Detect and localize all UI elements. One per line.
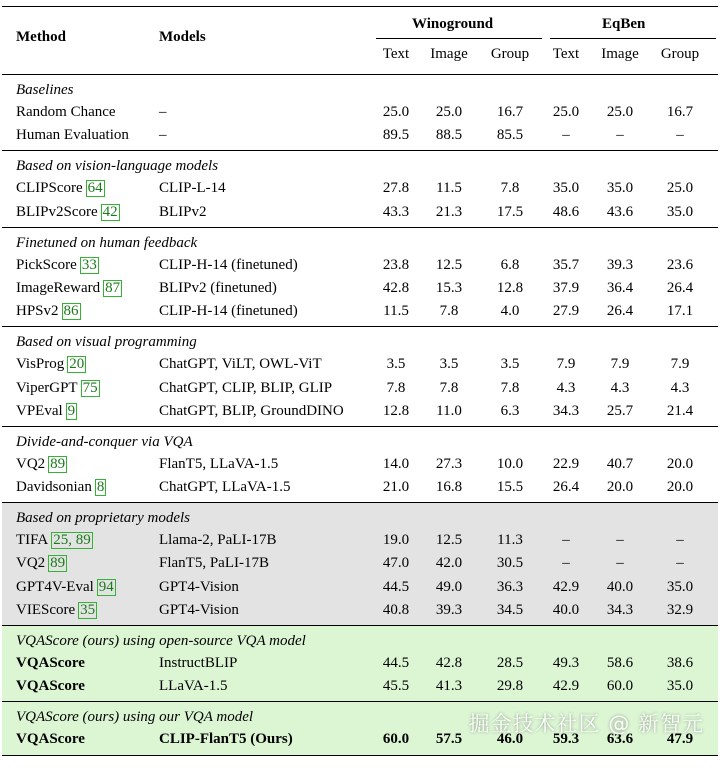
score-cell: 45.5 <box>382 678 410 695</box>
model-cell: FlanT5, PaLI-17B <box>159 555 269 572</box>
model-cell: FlanT5, LLaVA-1.5 <box>159 455 279 472</box>
method-cell <box>16 378 100 398</box>
group-title: Divide-and-conquer via VQA <box>16 433 193 450</box>
score-cell: 25.0 <box>435 104 463 120</box>
citation-link[interactable]: 87 <box>105 279 121 296</box>
table-row <box>2 676 718 699</box>
sub-text-eqben: Text <box>552 46 580 62</box>
model-cell: ChatGPT, CLIP, BLIP, GLIP <box>159 379 333 396</box>
score-cell: – <box>616 127 624 144</box>
score-cell: 25.7 <box>606 402 634 419</box>
citation-link[interactable]: 94 <box>98 578 114 595</box>
method-name: Human Evaluation <box>16 127 129 144</box>
score-cell: 20.0 <box>666 455 694 472</box>
score-cell: 6.8 <box>500 256 520 273</box>
method-name: VIEScore <box>16 601 76 618</box>
score-cell: 60.0 <box>382 731 410 748</box>
score-cell: 26.4 <box>552 479 580 496</box>
method-cell <box>16 354 86 374</box>
score-cell: 20.0 <box>666 479 694 496</box>
method-cell <box>16 676 85 696</box>
table-row <box>2 653 718 676</box>
score-cell: 58.6 <box>606 655 634 671</box>
table-row <box>2 278 718 301</box>
score-cell: 29.8 <box>496 678 524 695</box>
score-cell: 12.5 <box>435 532 463 549</box>
score-cell: 46.0 <box>496 731 524 748</box>
score-cell: 40.7 <box>606 455 634 472</box>
score-cell: 57.5 <box>435 731 463 748</box>
method-name: GPT4V-Eval <box>16 578 94 595</box>
method-name: PickScore <box>16 256 77 273</box>
method-cell <box>16 530 93 550</box>
method-cell <box>16 125 129 145</box>
model-cell: ChatGPT, LLaVA-1.5 <box>159 479 291 496</box>
score-cell: 3.5 <box>439 356 459 373</box>
table-group <box>2 503 718 626</box>
score-cell: 40.8 <box>382 601 410 618</box>
method-cell <box>16 301 81 321</box>
model-cell: GPT4-Vision <box>159 578 239 595</box>
score-cell: 43.6 <box>606 203 634 220</box>
table-row <box>2 600 718 623</box>
model-cell: CLIP-H-14 (finetuned) <box>159 256 298 273</box>
method-name: Davidsonian <box>16 479 92 496</box>
score-cell: 42.0 <box>435 555 463 572</box>
score-cell: 63.6 <box>606 731 634 748</box>
score-cell: – <box>676 127 684 144</box>
score-cell: 7.9 <box>670 356 690 373</box>
score-cell: 60.0 <box>606 678 634 695</box>
table-row <box>2 354 718 377</box>
score-cell: 11.0 <box>436 402 462 419</box>
score-cell: 4.0 <box>500 303 520 320</box>
score-cell: 36.3 <box>496 578 524 595</box>
method-name: VQAScore <box>16 678 85 695</box>
group-title: VQAScore (ours) using open-source VQA model <box>16 633 306 649</box>
score-cell: – <box>562 555 570 572</box>
score-cell: 7.8 <box>500 180 520 197</box>
score-cell: 7.9 <box>610 356 630 373</box>
score-cell: 40.0 <box>552 601 580 618</box>
method-cell <box>16 278 122 298</box>
table-group <box>2 327 718 427</box>
method-cell <box>16 729 85 749</box>
citation-link[interactable]: 8 <box>96 479 105 496</box>
citation-link[interactable]: 35 <box>80 601 96 618</box>
score-cell: – <box>616 555 624 572</box>
score-cell: – <box>562 127 570 144</box>
score-cell: 16.8 <box>435 479 463 496</box>
table-row <box>2 577 718 600</box>
method-name: VPEval <box>16 402 63 419</box>
method-name: HPSv2 <box>16 303 59 320</box>
score-cell: 42.9 <box>552 578 580 595</box>
model-cell: CLIP-H-14 (finetuned) <box>159 303 298 320</box>
eqben-rule <box>550 38 716 39</box>
method-name: CLIPScore <box>16 180 83 197</box>
score-cell: 48.6 <box>552 203 580 220</box>
score-cell: 10.0 <box>496 455 524 472</box>
score-cell: 39.3 <box>606 256 634 273</box>
table-group <box>2 626 718 702</box>
citation-link[interactable]: 86 <box>63 303 79 320</box>
sub-image-eqben: Image <box>601 46 639 62</box>
score-cell: 49.3 <box>552 655 580 671</box>
citation-link[interactable]: 42 <box>102 203 118 220</box>
table-row <box>2 530 718 553</box>
citation-link[interactable]: 25, 89 <box>53 532 91 549</box>
sub-image-wino: Image <box>430 46 468 62</box>
group-title: Finetuned on human feedback <box>16 234 198 251</box>
col-winoground: Winoground <box>412 16 494 32</box>
method-cell <box>16 401 77 421</box>
model-cell: – <box>159 127 167 144</box>
table-row <box>2 125 718 148</box>
table-row <box>2 378 718 401</box>
score-cell: 16.7 <box>666 104 694 120</box>
col-method: Method <box>16 29 66 45</box>
score-cell: 49.0 <box>435 578 463 595</box>
score-cell: 35.7 <box>552 256 580 273</box>
group-title: Baselines <box>16 82 74 98</box>
score-cell: 43.3 <box>382 203 410 220</box>
method-cell <box>16 255 99 275</box>
score-cell: 44.5 <box>382 578 410 595</box>
score-cell: 4.3 <box>556 379 576 396</box>
score-cell: 32.9 <box>666 601 694 618</box>
score-cell: – <box>562 532 570 549</box>
score-cell: 34.3 <box>552 402 580 419</box>
model-cell: BLIPv2 <box>159 203 207 220</box>
table-row <box>2 255 718 278</box>
model-cell: CLIP-FlanT5 (Ours) <box>159 731 293 748</box>
watermark: 掘金技术社区 @ 新智元 <box>468 711 704 736</box>
score-cell: 27.8 <box>382 180 410 197</box>
model-cell: LLaVA-1.5 <box>159 678 228 695</box>
score-cell: 41.3 <box>435 678 463 695</box>
score-cell: – <box>676 555 684 572</box>
score-cell: 23.6 <box>666 256 694 273</box>
score-cell: 25.0 <box>666 180 694 197</box>
score-cell: 3.5 <box>500 356 520 373</box>
score-cell: 27.3 <box>435 455 463 472</box>
method-cell <box>16 102 116 122</box>
model-cell: GPT4-Vision <box>159 601 239 618</box>
table-row <box>2 477 718 500</box>
table-row <box>2 401 718 424</box>
score-cell: 28.5 <box>496 655 524 671</box>
score-cell: 11.5 <box>383 303 409 320</box>
col-models: Models <box>159 29 206 45</box>
model-cell: ChatGPT, ViLT, OWL-ViT <box>159 356 322 373</box>
score-cell: 7.8 <box>439 379 459 396</box>
score-cell: 34.5 <box>496 601 524 618</box>
score-cell: 15.3 <box>435 279 463 296</box>
score-cell: 12.8 <box>382 402 410 419</box>
method-cell <box>16 577 116 597</box>
score-cell: 44.5 <box>382 655 410 671</box>
score-cell: 7.8 <box>500 379 520 396</box>
score-cell: 17.5 <box>496 203 524 220</box>
method-cell <box>16 477 106 497</box>
score-cell: 88.5 <box>435 127 463 144</box>
table-group <box>2 75 718 151</box>
score-cell: 37.9 <box>552 279 580 296</box>
score-cell: 4.3 <box>670 379 690 396</box>
score-cell: 42.8 <box>382 279 410 296</box>
model-cell: Llama-2, PaLI-17B <box>159 532 277 549</box>
table-group <box>2 151 718 227</box>
score-cell: 11.3 <box>497 532 523 549</box>
score-cell: 7.8 <box>386 379 406 396</box>
score-cell: – <box>616 532 624 549</box>
score-cell: 47.0 <box>382 555 410 572</box>
score-cell: 89.5 <box>382 127 410 144</box>
score-cell: – <box>676 532 684 549</box>
method-name: TIFA <box>16 532 49 549</box>
score-cell: 21.0 <box>382 479 410 496</box>
citation-link[interactable]: 89 <box>50 455 66 472</box>
group-title: Based on proprietary models <box>16 510 191 527</box>
table-row <box>2 553 718 576</box>
method-name: ImageReward <box>16 279 101 296</box>
model-cell: InstructBLIP <box>159 655 238 671</box>
model-cell: CLIP-L-14 <box>159 180 226 197</box>
score-cell: 47.9 <box>666 731 694 748</box>
table-row <box>2 102 718 125</box>
method-name: VQ2 <box>16 555 46 572</box>
method-cell <box>16 553 67 573</box>
score-cell: 19.0 <box>382 532 410 549</box>
citation-link[interactable]: 75 <box>82 379 98 396</box>
score-cell: 20.0 <box>606 479 634 496</box>
method-cell <box>16 202 120 222</box>
score-cell: 35.0 <box>552 180 580 197</box>
method-name: BLIPv2Score <box>16 203 98 220</box>
score-cell: 36.4 <box>606 279 634 296</box>
citation-link[interactable]: 64 <box>87 180 103 197</box>
table-row <box>2 178 718 201</box>
table-row <box>2 301 718 324</box>
score-cell: 23.8 <box>382 256 410 273</box>
score-cell: 40.0 <box>606 578 634 595</box>
table-group <box>2 228 718 328</box>
sub-group-eqben: Group <box>660 46 700 62</box>
model-cell: – <box>159 104 167 120</box>
score-cell: 42.8 <box>435 655 463 671</box>
sub-text-wino: Text <box>382 46 410 62</box>
score-cell: 12.5 <box>435 256 463 273</box>
citation-link[interactable]: 89 <box>50 555 66 572</box>
citation-link[interactable]: 33 <box>81 256 97 273</box>
score-cell: 11.5 <box>436 180 462 197</box>
score-cell: 22.9 <box>552 455 580 472</box>
method-name: VQAScore <box>16 655 85 671</box>
score-cell: 25.0 <box>382 104 410 120</box>
score-cell: 39.3 <box>435 601 463 618</box>
score-cell: 30.5 <box>496 555 524 572</box>
table-row <box>2 202 718 225</box>
citation-link[interactable]: 20 <box>69 356 85 373</box>
col-eqben: EqBen <box>602 16 646 32</box>
score-cell: 42.9 <box>552 678 580 695</box>
score-cell: 35.0 <box>666 678 694 695</box>
score-cell: 12.8 <box>496 279 524 296</box>
method-cell <box>16 178 105 198</box>
sub-group-wino: Group <box>490 46 530 62</box>
score-cell: 35.0 <box>606 180 634 197</box>
score-cell: 4.3 <box>610 379 630 396</box>
score-cell: 34.3 <box>606 601 634 618</box>
score-cell: 38.6 <box>666 655 694 671</box>
method-cell <box>16 653 85 673</box>
score-cell: 26.4 <box>666 279 694 296</box>
method-name: VQAScore <box>16 731 85 748</box>
score-cell: 25.0 <box>552 104 580 120</box>
method-name: ViperGPT <box>16 379 78 396</box>
table-header <box>2 6 718 75</box>
score-cell: 14.0 <box>382 455 410 472</box>
score-cell: 21.3 <box>435 203 463 220</box>
score-cell: 27.9 <box>552 303 580 320</box>
score-cell: 35.0 <box>666 578 694 595</box>
score-cell: 21.4 <box>666 402 694 419</box>
group-title: VQAScore (ours) using our VQA model <box>16 709 254 726</box>
score-cell: 3.5 <box>386 356 406 373</box>
method-name: VQ2 <box>16 455 46 472</box>
score-cell: 15.5 <box>496 479 524 496</box>
group-title: Based on visual programming <box>16 334 197 351</box>
score-cell: 25.0 <box>606 104 634 120</box>
score-cell: 35.0 <box>666 203 694 220</box>
method-cell <box>16 454 67 474</box>
method-name: VisProg <box>16 356 65 373</box>
score-cell: 6.3 <box>500 402 520 419</box>
score-cell: 16.7 <box>496 104 524 120</box>
method-name: Random Chance <box>16 104 116 120</box>
model-cell: BLIPv2 (finetuned) <box>159 279 277 296</box>
score-cell: 7.8 <box>439 303 459 320</box>
results-table <box>2 6 718 756</box>
score-cell: 26.4 <box>606 303 634 320</box>
method-cell <box>16 600 97 620</box>
score-cell: 59.3 <box>552 731 580 748</box>
citation-link[interactable]: 9 <box>67 402 76 419</box>
winoground-rule <box>376 38 542 39</box>
score-cell: 85.5 <box>496 127 524 144</box>
score-cell: 17.1 <box>666 303 694 320</box>
group-title: Based on vision-language models <box>16 158 219 175</box>
model-cell: ChatGPT, BLIP, GroundDINO <box>159 402 344 419</box>
table-group <box>2 427 718 503</box>
table-row <box>2 454 718 477</box>
score-cell: 7.9 <box>556 356 576 373</box>
table-body <box>2 75 718 756</box>
